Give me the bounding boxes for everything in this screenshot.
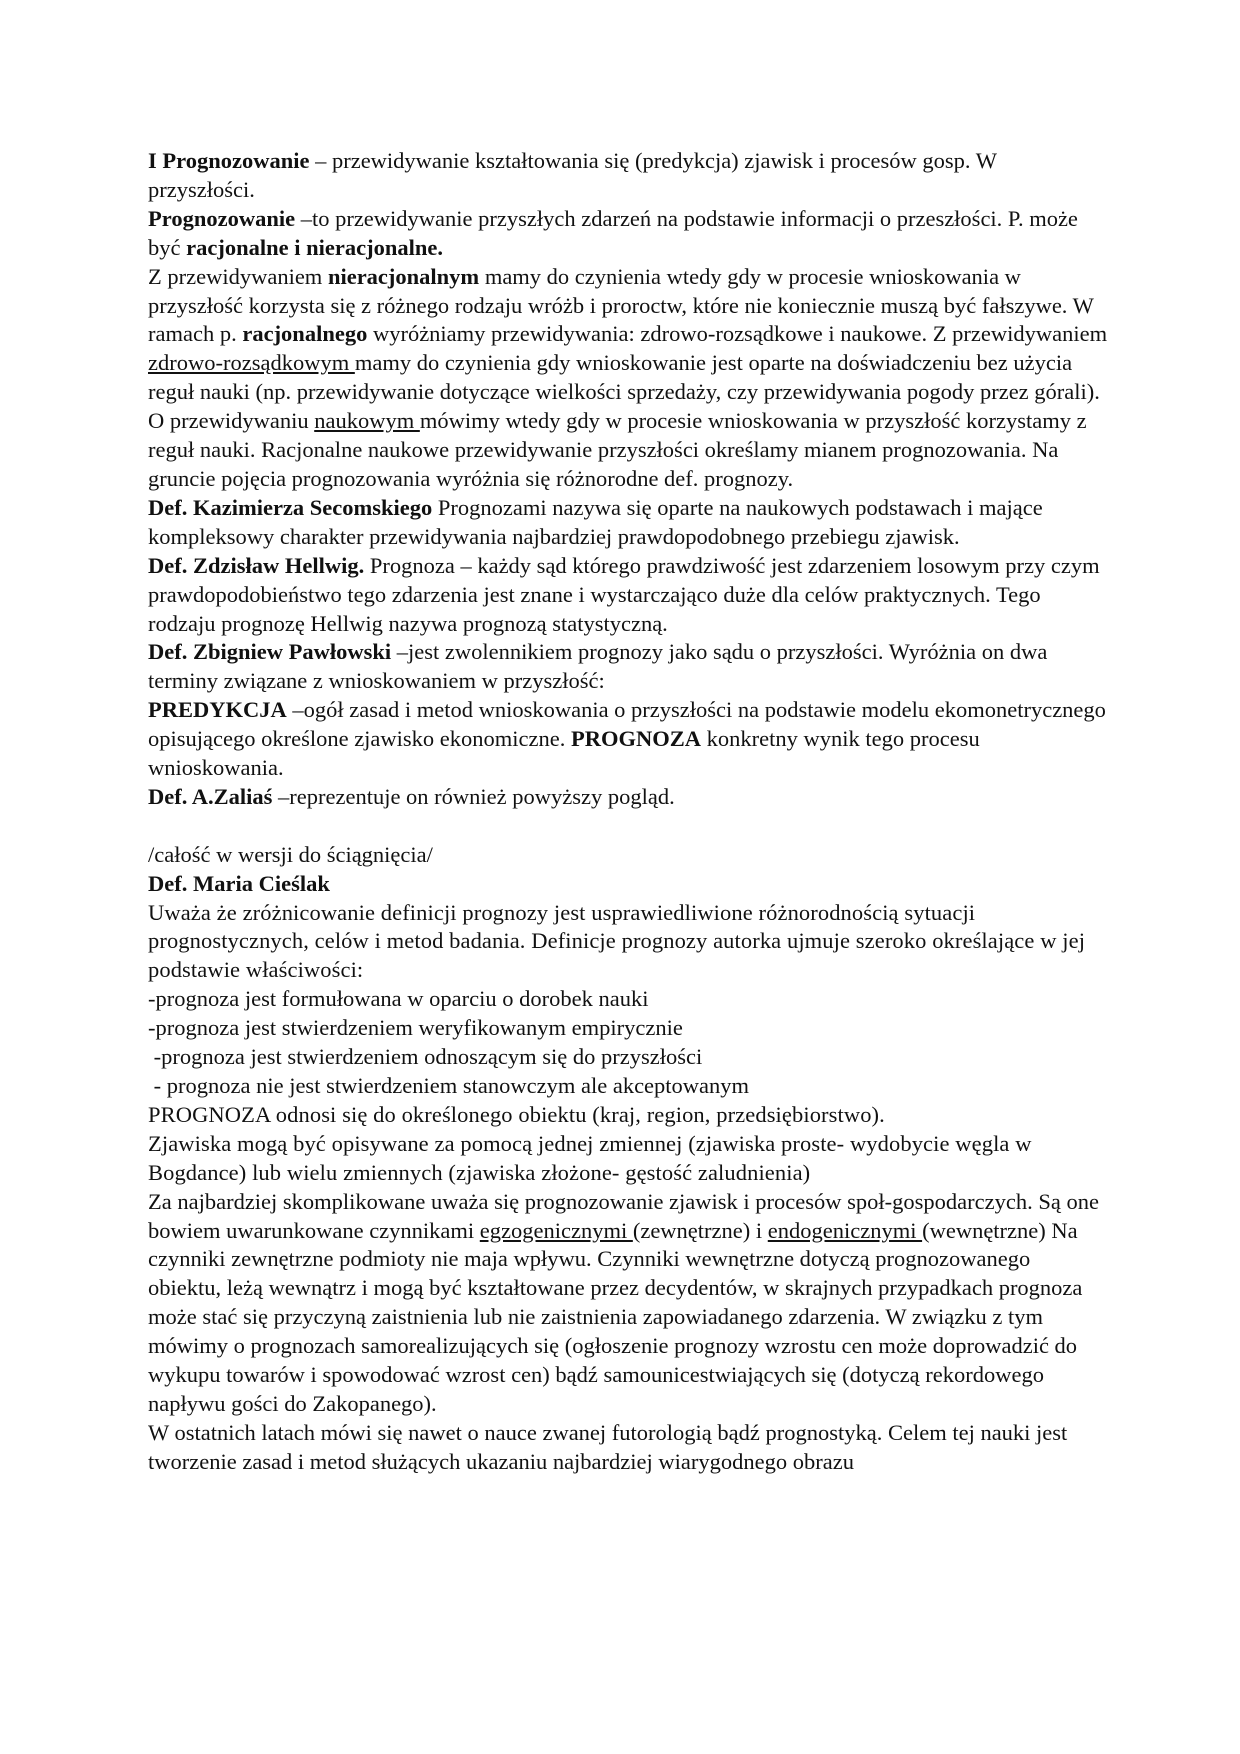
text: (zewnętrzne) i (632, 1217, 768, 1243)
paragraph-intro (148, 147, 1108, 205)
term-predykcja: PREDYKCJA (148, 697, 287, 723)
term-prognozowanie: Prognozowanie (148, 205, 296, 231)
download-note: /całość w wersji do ściągnięcia/ (148, 841, 433, 867)
text: Zjawiska mogą być opisywane za pomocą jednej zmiennej (zjawiska proste- wydobycie węgla w Bogdance) lub wielu zmiennych (zjawiska złożone- gęstość zaludnienia) (148, 1130, 1032, 1185)
term-endogenicznymi: endogenicznymi (767, 1217, 923, 1243)
term-prognozowanie-heading: I Prognozowanie (148, 148, 310, 173)
paragraph-def-cieslak-heading (148, 870, 1108, 899)
text: PROGNOZA odnosi się do określonego obiektu (kraj, region, przedsiębiorstwo). (148, 1101, 885, 1127)
text: –to przewidywanie przyszłych zdarzeń na podstawie informacji o przeszłości. P. może być (148, 205, 1078, 260)
list-item (148, 1072, 1108, 1101)
term-racjonalne-nieracjonalne: racjonalne i nieracjonalne. (186, 234, 443, 260)
paragraph-predykcja (148, 696, 1108, 783)
def-label-hellwig: Def. Zdzisław Hellwig. (148, 552, 365, 578)
def-label-pawlowski: Def. Zbigniew Pawłowski (148, 639, 392, 665)
term-prognoza: PROGNOZA (571, 726, 702, 752)
def-label-zalias: Def. A.Zaliaś (148, 783, 273, 809)
paragraph-def-hellwig (148, 552, 1108, 639)
text: –ogół zasad i metod wnioskowania o przyszłości na podstawie modelu ekomonetrycznego opisującego określone zjawisko ekonomiczne. (148, 697, 1106, 752)
text: konkretny wynik tego procesu wnioskowania. (148, 726, 980, 781)
text: –jest zwolennikiem prognozy jako sądu o przyszłości. Wyróżnia on dwa terminy związane z wnioskowaniem w przyszłość: (148, 639, 1048, 694)
text: Z przewidywaniem (148, 263, 328, 289)
term-racjonalnego: racjonalnego (242, 321, 368, 347)
list-item (148, 985, 1108, 1014)
def-label-cieslak: Def. Maria Cieślak (148, 870, 330, 896)
text: mówimy wtedy gdy w procesie wnioskowania w przyszłość korzystamy z reguł nauki. Racjonalne naukowe przewidywanie przyszłości określamy mianem prognozowania. Na gruncie pojęcia prognozowania wyróżnia się różnorodne def. prognozy. (148, 408, 1087, 491)
list-item-text: - prognoza nie jest stwierdzeniem stanowczym ale akceptowanym (148, 1072, 750, 1098)
paragraph-zjawiska (148, 1130, 1108, 1188)
term-zdrowo-rozsadkowym: zdrowo-rozsądkowym (148, 350, 355, 376)
text: Uważa że zróżnicowanie definicji prognozy jest usprawiedliwione różnorodnością sytuacji prognostycznych, celów i metod badania. Definicje prognozy autorka ujmuje szeroko określające w jej podstawie właściwości: (148, 899, 1086, 983)
paragraph-czynniki (148, 1188, 1108, 1419)
text: Za najbardziej skomplikowane uważa się prognozowanie zjawisk i procesów społ-gospodarczych. Są one bowiem uwarunkowane czynnikami (148, 1188, 1099, 1243)
list-item-text: -prognoza jest stwierdzeniem weryfikowanym empirycznie (148, 1015, 683, 1041)
def-label-secomski: Def. Kazimierza Secomskiego (148, 494, 433, 520)
list-item-text: -prognoza jest formułowana w oparciu o dorobek nauki (148, 986, 649, 1012)
paragraph-prognoza-obiekt (148, 1101, 1108, 1130)
text: wyróżniamy przewidywania: zdrowo-rozsądkowe i naukowe. Z przewidywaniem (367, 321, 1108, 347)
text: Prognozami nazywa się oparte na naukowych podstawach i mające kompleksowy charakter przewidywania najbardziej prawdopodobnego przebiegu zjawisk. (148, 494, 1043, 549)
paragraph-definition (148, 205, 1108, 263)
text: W ostatnich latach mówi się nawet o nauce zwanej futorologią bądź prognostyką. Celem tej nauki jest tworzenie zasad i metod służących ukazaniu najbardziej wiarygodnego obrazu (148, 1419, 1068, 1474)
text: – przewidywanie kształtowania się (predykcja) zjawisk i procesów gosp. W przyszłości. (148, 148, 997, 202)
text: (wewnętrzne) Na czynniki zewnętrzne podmioty nie maja wpływu. Czynniki wewnętrzne dotyczą prognozowanego obiektu, leżą wewnątrz i mogą być kształtowane przez decydentów, w skrajnych przypadkach prognoza może stać się przyczyną zaistnienia lub nie zaistnienia zapowiadanego zdarzenia. W związku z tym mówimy o prognozach samorealizujących się (ogłoszenie prognozy wzrostu cen może doprowadzić do wykupu towarów i spowodować wzrost cen) bądź samounicestwiających się (dotyczą rekordowego napływu gości do Zakopanego). (148, 1217, 1083, 1416)
paragraph-def-zalias (148, 783, 1108, 812)
text: –reprezentuje on również powyższy pogląd. (272, 783, 675, 809)
document-body (148, 147, 1108, 1477)
term-naukowym: naukowym (314, 408, 420, 434)
list-item (148, 1043, 1108, 1072)
text: mamy do czynienia wtedy gdy w procesie wnioskowania w przyszłość korzysta się z różnego rodzaju wróżb i proroctw, które nie koniecznie muszą być fałszywe. W ramach p. (148, 263, 1094, 347)
paragraph-futorologia (148, 1419, 1108, 1477)
list-item (148, 1014, 1108, 1043)
term-nieracjonalnym: nieracjonalnym (327, 263, 480, 289)
paragraph-types (148, 263, 1108, 494)
blank-line (148, 812, 1108, 841)
paragraph-download-note (148, 841, 1108, 870)
paragraph-cieslak (148, 899, 1108, 986)
paragraph-def-pawlowski (148, 638, 1108, 696)
text: Prognoza – każdy sąd którego prawdziwość jest zdarzeniem losowym przy czym prawdopodobieństwo tego zdarzenia jest znane i wystarczająco duże dla celów praktycznych. Tego rodzaju prognozę Hellwig nazywa prognozą statystyczną. (148, 552, 1100, 636)
term-egzogenicznymi: egzogenicznymi (479, 1217, 633, 1243)
text: mamy do czynienia gdy wnioskowanie jest oparte na doświadczeniu bez użycia reguł nauki (np. przewidywanie dotyczące wielkości sprzedaży, czy przewidywania pogody przez górali). O przewidywaniu (148, 350, 1100, 434)
list-item-text: -prognoza jest stwierdzeniem odnoszącym się do przyszłości (148, 1044, 703, 1070)
paragraph-def-secomski (148, 494, 1108, 552)
